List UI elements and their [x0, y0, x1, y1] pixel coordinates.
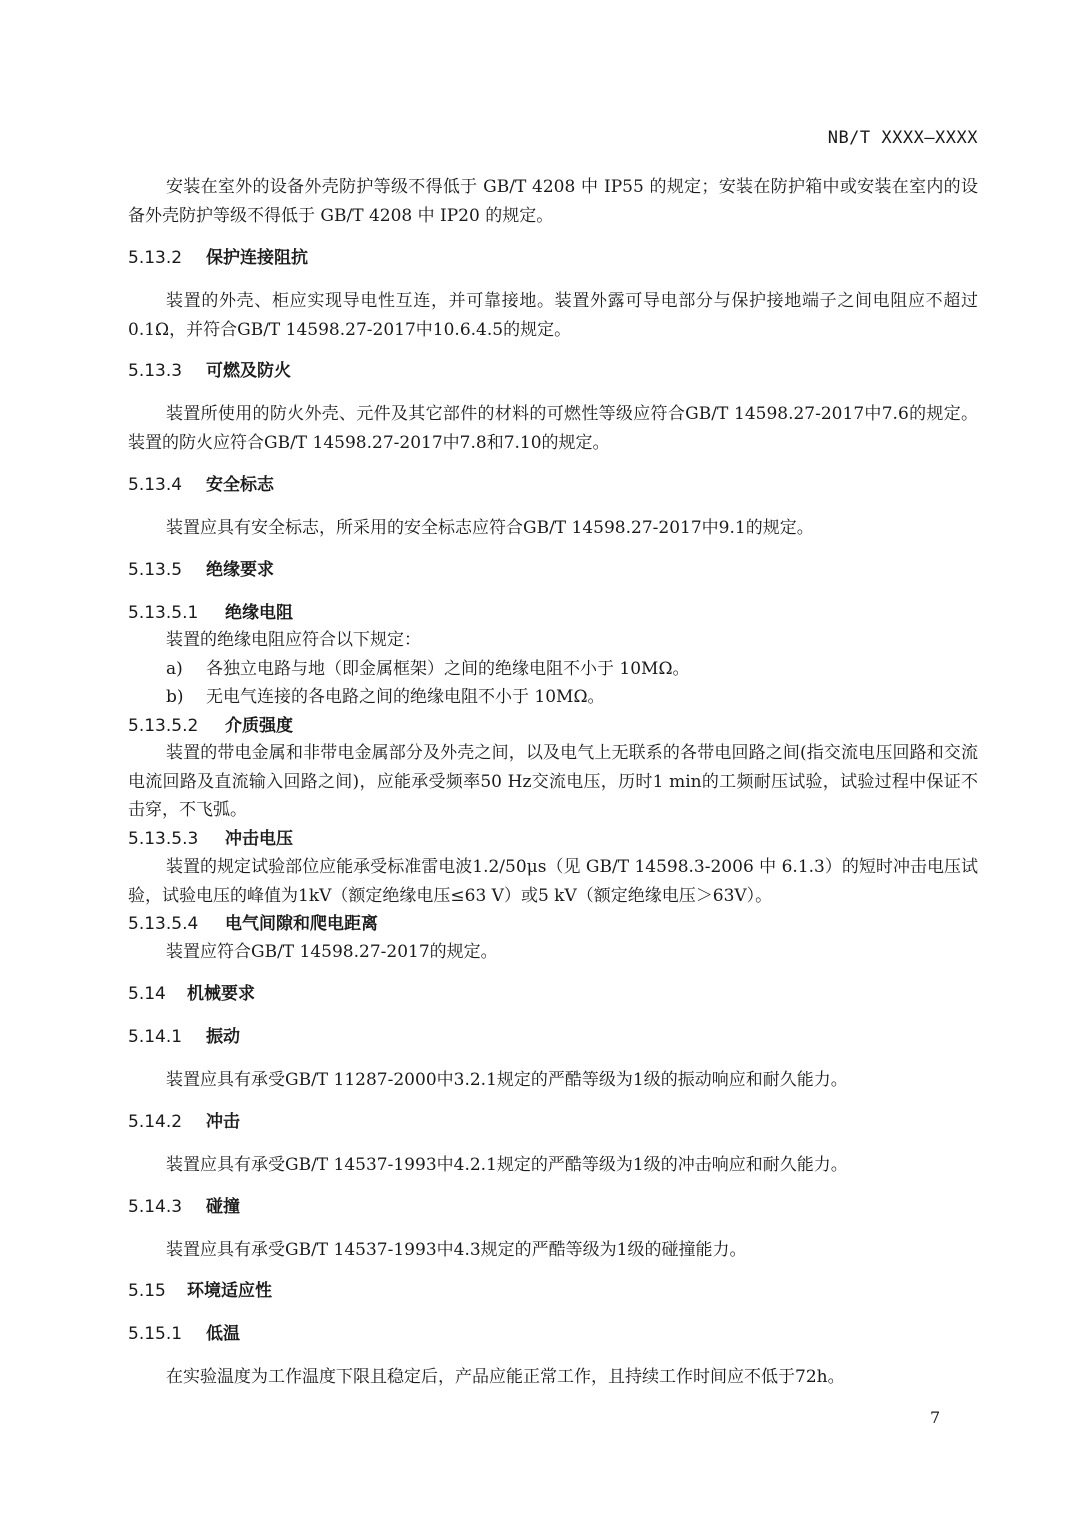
paragraph-5-13-2: 装置的外壳、柜应实现导电性互连，并可靠接地。装置外露可导电部分与保护接地端子之间电阻应不超过0.1Ω，并符合GB/T 14598.27-2017中10.6.4.5的规定。: [128, 291, 978, 340]
section-number: 5.13.5.2: [128, 716, 199, 736]
list-text: 无电气连接的各电路之间的绝缘电阻不小于 10MΩ。: [206, 687, 605, 707]
list-item: [166, 657, 690, 681]
heading-5-13-5: [128, 558, 274, 582]
section-number: 5.13.2: [128, 248, 183, 268]
paragraph-5-15-1: 在实验温度为工作温度下限且稳定后，产品应能正常工作，且持续工作时间应不低于72h。: [166, 1367, 845, 1387]
section-number: 5.13.5: [128, 560, 183, 580]
section-number: 5.13.3: [128, 361, 183, 381]
paragraph-5-13-4: 装置应具有安全标志，所采用的安全标志应符合GB/T 14598.27-2017中9.1的规定。: [166, 518, 814, 538]
heading-5-14-2: [128, 1110, 240, 1134]
heading-5-14: [128, 982, 255, 1006]
list-marker: b): [166, 687, 184, 707]
heading-5-13-5-4: [128, 912, 378, 936]
section-title: 低温: [206, 1324, 240, 1344]
paragraph-5-14-1: 装置应具有承受GB/T 11287-2000中3.2.1规定的严酷等级为1级的振动响应和耐久能力。: [166, 1070, 848, 1090]
heading-5-13-2: [128, 246, 308, 270]
section-title: 保护连接阻抗: [206, 248, 308, 268]
paragraph-5-14-3: 装置应具有承受GB/T 14537-1993中4.3规定的严酷等级为1级的碰撞能力。: [166, 1240, 747, 1260]
paragraph-5-13-5-4: 装置应符合GB/T 14598.27-2017的规定。: [166, 942, 498, 962]
section-number: 5.13.5.4: [128, 914, 199, 934]
heading-5-15: [128, 1279, 272, 1303]
heading-5-14-1: [128, 1025, 240, 1049]
paragraph-5-14-2: 装置应具有承受GB/T 14537-1993中4.2.1规定的严酷等级为1级的冲击响应和耐久能力。: [166, 1155, 848, 1175]
section-title: 绝缘要求: [206, 560, 274, 580]
heading-5-13-5-1: [128, 601, 293, 625]
paragraph-5-13-3: 装置所使用的防火外壳、元件及其它部件的材料的可燃性等级应符合GB/T 14598.27-2017中7.6的规定。装置的防火应符合GB/T 14598.27-2017中7.8和7.10的规定。: [128, 404, 978, 453]
section-number: 5.15: [128, 1281, 166, 1301]
section-title: 介质强度: [225, 716, 293, 736]
section-number: 5.14: [128, 984, 166, 1004]
section-title: 振动: [206, 1027, 240, 1047]
paragraph-enclosure-protection: 安装在室外的设备外壳防护等级不得低于 GB/T 4208 中 IP55 的规定；安装在防护箱中或安装在室内的设备外壳防护等级不得低于 GB/T 4208 中 IP20 的规定。: [128, 177, 978, 226]
section-number: 5.14.2: [128, 1112, 183, 1132]
document-id-header: NB/T XXXX—XXXX: [827, 128, 978, 148]
section-number: 5.15.1: [128, 1324, 183, 1344]
heading-5-13-5-3: [128, 827, 293, 851]
list-text: 各独立电路与地（即金属框架）之间的绝缘电阻不小于 10MΩ。: [206, 659, 690, 679]
section-title: 绝缘电阻: [225, 603, 293, 623]
heading-5-15-1: [128, 1322, 240, 1346]
paragraph-5-13-5-3: 装置的规定试验部位应能承受标准雷电波1.2/50μs（见 GB/T 14598.3-2006 中 6.1.3）的短时冲击电压试验，试验电压的峰值为1kV（额定绝缘电压≤63 V）或5 kV（额定绝缘电压＞63V）。: [128, 857, 978, 906]
list-item: [166, 685, 605, 709]
list-marker: a): [166, 659, 183, 679]
section-number: 5.14.3: [128, 1197, 183, 1217]
heading-5-13-4: [128, 473, 274, 497]
paragraph-5-13-5-2: 装置的带电金属和非带电金属部分及外壳之间，以及电气上无联系的各带电回路之间(指交流电压回路和交流电流回路及直流输入回路之间)，应能承受频率50 Hz交流电压，历时1 min的工频耐压试验，试验过程中保证不击穿，不飞弧。: [128, 743, 978, 820]
section-title: 安全标志: [206, 475, 274, 495]
heading-5-13-5-2: [128, 714, 293, 738]
heading-5-13-3: [128, 359, 291, 383]
paragraph-5-13-5-1: 装置的绝缘电阻应符合以下规定：: [166, 630, 421, 650]
section-number: 5.13.5.3: [128, 829, 199, 849]
page-number: 7: [930, 1408, 941, 1427]
section-title: 冲击: [206, 1112, 240, 1132]
section-number: 5.13.5.1: [128, 603, 199, 623]
section-title: 环境适应性: [187, 1281, 272, 1301]
heading-5-14-3: [128, 1195, 240, 1219]
section-title: 可燃及防火: [206, 361, 291, 381]
section-title: 冲击电压: [225, 829, 293, 849]
section-title: 机械要求: [187, 984, 255, 1004]
section-title: 电气间隙和爬电距离: [225, 914, 378, 934]
section-number: 5.13.4: [128, 475, 183, 495]
section-number: 5.14.1: [128, 1027, 183, 1047]
section-title: 碰撞: [206, 1197, 240, 1217]
